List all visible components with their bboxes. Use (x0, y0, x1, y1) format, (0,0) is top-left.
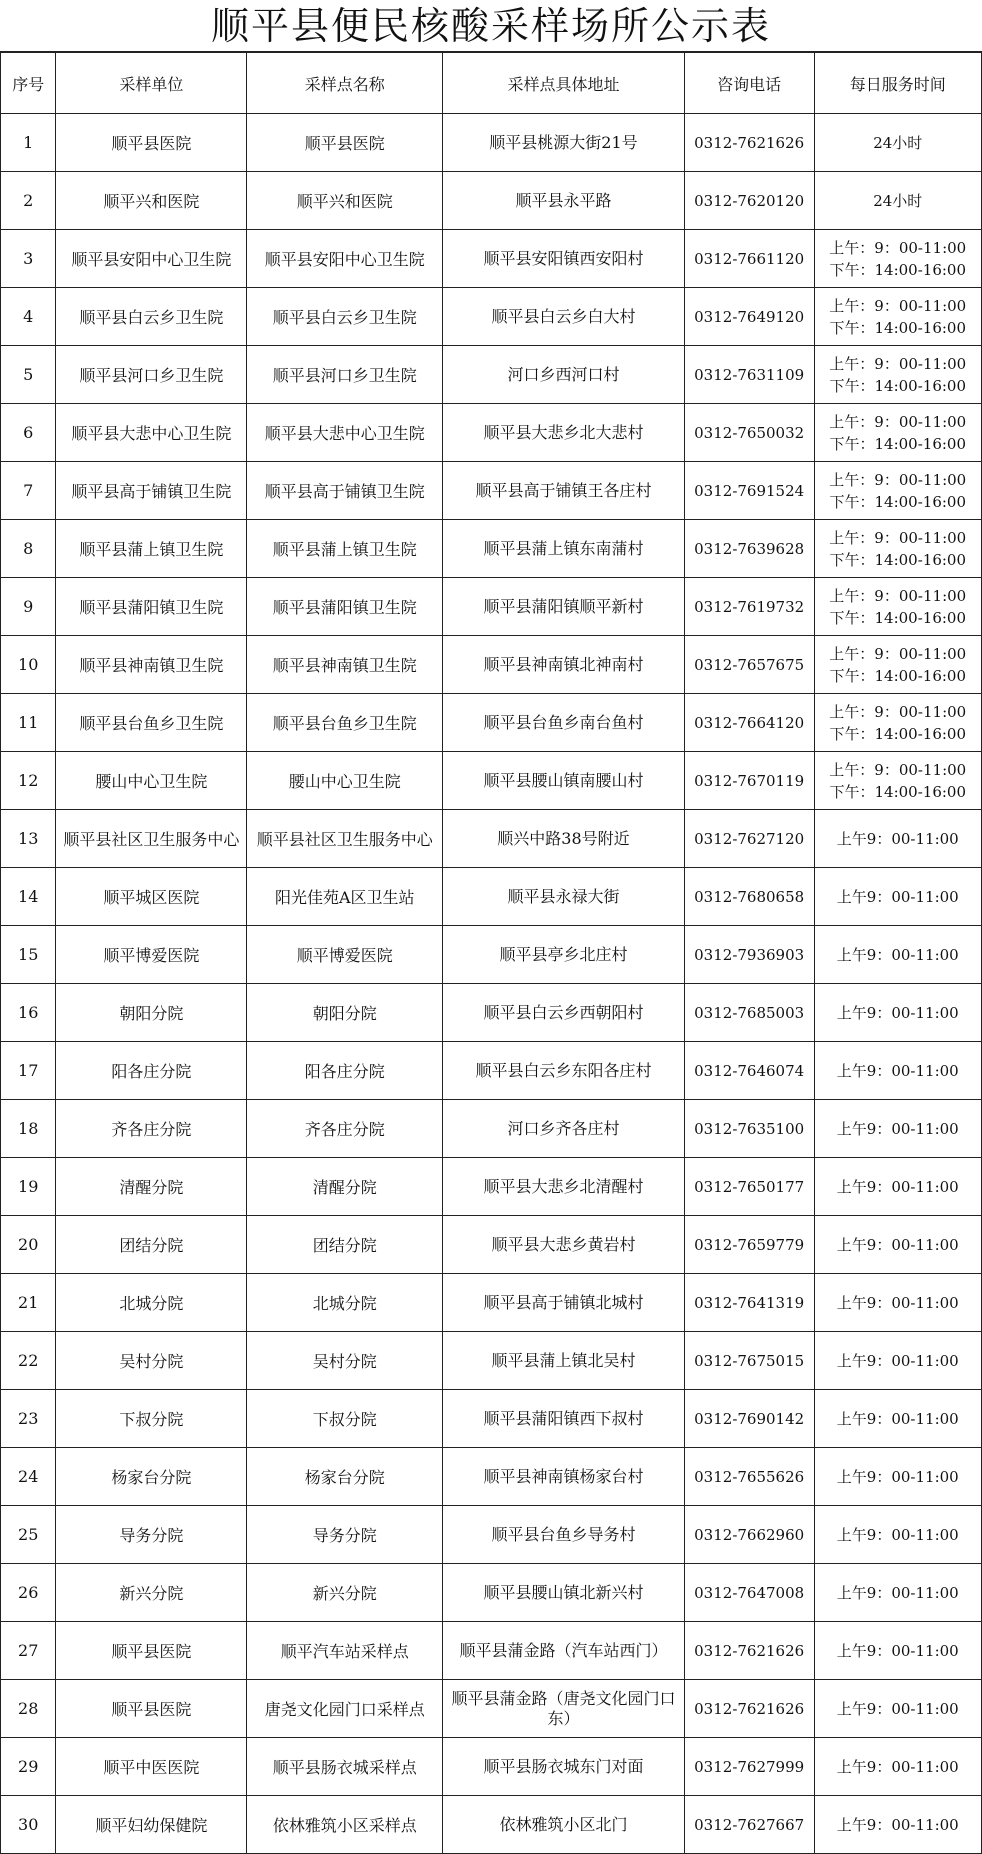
hours-line: 上午：9：00-11:00 (829, 238, 967, 257)
cell-site: 顺平县安阳中心卫生院 (247, 230, 443, 288)
table-row (1, 288, 982, 346)
hours-line: 上午9：00-11:00 (836, 1699, 959, 1718)
cell-hours (814, 114, 981, 172)
cell-address: 顺平县永禄大街 (443, 868, 685, 926)
cell-hours (814, 868, 981, 926)
cell-phone: 0312-7619732 (684, 578, 814, 636)
cell-unit: 清醒分院 (56, 1158, 247, 1216)
cell-no: 11 (1, 694, 56, 752)
table-row (1, 694, 982, 752)
cell-address: 河口乡齐各庄村 (443, 1100, 685, 1158)
cell-hours (814, 1448, 981, 1506)
cell-site: 阳光佳苑A区卫生站 (247, 868, 443, 926)
cell-address: 顺平县台鱼乡南台鱼村 (443, 694, 685, 752)
cell-address: 顺平县白云乡西朝阳村 (443, 984, 685, 1042)
cell-hours (814, 1796, 981, 1854)
cell-address: 顺平县蒲金路（唐尧文化园门口东） (443, 1680, 685, 1738)
cell-hours (814, 1506, 981, 1564)
table-row (1, 1042, 982, 1100)
table-row (1, 462, 982, 520)
cell-unit: 顺平县医院 (56, 1680, 247, 1738)
hours-line: 上午：9：00-11:00 (829, 412, 967, 431)
cell-hours (814, 462, 981, 520)
table-body (1, 114, 982, 1854)
hours-line: 下午：14:00-16:00 (829, 608, 967, 627)
cell-phone: 0312-7621626 (684, 114, 814, 172)
table-row (1, 984, 982, 1042)
cell-phone: 0312-7641319 (684, 1274, 814, 1332)
cell-address: 依林雅筑小区北门 (443, 1796, 685, 1854)
header-no: 序号 (1, 53, 56, 114)
cell-site: 顺平县白云乡卫生院 (247, 288, 443, 346)
cell-unit: 顺平城区医院 (56, 868, 247, 926)
cell-unit: 顺平中医医院 (56, 1738, 247, 1796)
cell-hours (814, 1564, 981, 1622)
table-row (1, 1448, 982, 1506)
cell-unit: 团结分院 (56, 1216, 247, 1274)
cell-unit: 新兴分院 (56, 1564, 247, 1622)
cell-unit: 顺平县白云乡卫生院 (56, 288, 247, 346)
cell-no: 4 (1, 288, 56, 346)
hours-line: 下午：14:00-16:00 (829, 318, 967, 337)
table-row (1, 346, 982, 404)
cell-unit: 顺平妇幼保健院 (56, 1796, 247, 1854)
cell-hours (814, 404, 981, 462)
hours-line: 上午：9：00-11:00 (829, 470, 967, 489)
cell-unit: 下叔分院 (56, 1390, 247, 1448)
cell-no: 14 (1, 868, 56, 926)
table-row (1, 810, 982, 868)
hours-line: 上午9：00-11:00 (836, 1119, 959, 1138)
hours-line: 上午：9：00-11:00 (829, 644, 967, 663)
header-address: 采样点具体地址 (443, 53, 685, 114)
cell-phone: 0312-7657675 (684, 636, 814, 694)
table-row (1, 1796, 982, 1854)
table-header-row (1, 53, 982, 114)
hours-line: 上午：9：00-11:00 (829, 296, 967, 315)
cell-hours (814, 1390, 981, 1448)
cell-phone: 0312-7655626 (684, 1448, 814, 1506)
cell-site: 顺平县高于铺镇卫生院 (247, 462, 443, 520)
table-row (1, 114, 982, 172)
table-row (1, 1622, 982, 1680)
cell-unit: 顺平县河口乡卫生院 (56, 346, 247, 404)
cell-no: 29 (1, 1738, 56, 1796)
cell-address: 顺平县蒲上镇北吴村 (443, 1332, 685, 1390)
hours-line: 下午：14:00-16:00 (829, 724, 967, 743)
table-row (1, 1100, 982, 1158)
hours-line: 上午9：00-11:00 (836, 1003, 959, 1022)
cell-hours (814, 1158, 981, 1216)
cell-site: 导务分院 (247, 1506, 443, 1564)
hours-line: 下午：14:00-16:00 (829, 666, 967, 685)
hours-line: 上午：9：00-11:00 (829, 354, 967, 373)
cell-address: 顺平县腰山镇北新兴村 (443, 1564, 685, 1622)
cell-phone: 0312-7680658 (684, 868, 814, 926)
cell-site: 顺平县神南镇卫生院 (247, 636, 443, 694)
hours-line: 24小时 (873, 191, 923, 210)
hours-line: 上午9：00-11:00 (836, 1235, 959, 1254)
cell-phone: 0312-7936903 (684, 926, 814, 984)
cell-no: 28 (1, 1680, 56, 1738)
hours-line: 上午9：00-11:00 (836, 1525, 959, 1544)
cell-hours (814, 1274, 981, 1332)
hours-line: 上午9：00-11:00 (836, 1815, 959, 1834)
cell-no: 9 (1, 578, 56, 636)
hours-line: 上午9：00-11:00 (836, 1293, 959, 1312)
hours-line: 上午9：00-11:00 (836, 887, 959, 906)
cell-hours (814, 926, 981, 984)
cell-address: 顺平县蒲阳镇顺平新村 (443, 578, 685, 636)
hours-line: 上午9：00-11:00 (836, 1061, 959, 1080)
cell-unit: 顺平县高于铺镇卫生院 (56, 462, 247, 520)
cell-no: 27 (1, 1622, 56, 1680)
cell-phone: 0312-7662960 (684, 1506, 814, 1564)
cell-site: 唐尧文化园门口采样点 (247, 1680, 443, 1738)
cell-address: 顺平县大悲乡黄岩村 (443, 1216, 685, 1274)
cell-site: 顺平县大悲中心卫生院 (247, 404, 443, 462)
hours-line: 上午：9：00-11:00 (829, 528, 967, 547)
cell-hours (814, 288, 981, 346)
cell-unit: 阳各庄分院 (56, 1042, 247, 1100)
table-row (1, 868, 982, 926)
table-row (1, 1390, 982, 1448)
header-unit: 采样单位 (56, 53, 247, 114)
table-row (1, 1680, 982, 1738)
cell-phone: 0312-7647008 (684, 1564, 814, 1622)
cell-phone: 0312-7627667 (684, 1796, 814, 1854)
cell-address: 河口乡西河口村 (443, 346, 685, 404)
cell-phone: 0312-7635100 (684, 1100, 814, 1158)
hours-line: 上午9：00-11:00 (836, 1409, 959, 1428)
cell-no: 2 (1, 172, 56, 230)
cell-hours (814, 1100, 981, 1158)
cell-unit: 顺平县蒲阳镇卫生院 (56, 578, 247, 636)
cell-address: 顺平县大悲乡北清醒村 (443, 1158, 685, 1216)
cell-no: 13 (1, 810, 56, 868)
cell-site: 清醒分院 (247, 1158, 443, 1216)
cell-phone: 0312-7631109 (684, 346, 814, 404)
cell-unit: 顺平县大悲中心卫生院 (56, 404, 247, 462)
cell-hours (814, 1042, 981, 1100)
cell-phone: 0312-7691524 (684, 462, 814, 520)
hours-line: 上午9：00-11:00 (836, 945, 959, 964)
hours-line: 下午：14:00-16:00 (829, 782, 967, 801)
cell-no: 26 (1, 1564, 56, 1622)
cell-unit: 顺平县医院 (56, 1622, 247, 1680)
cell-no: 3 (1, 230, 56, 288)
cell-site: 顺平县蒲上镇卫生院 (247, 520, 443, 578)
cell-address: 顺平县亭乡北庄村 (443, 926, 685, 984)
hours-line: 上午9：00-11:00 (836, 1583, 959, 1602)
cell-hours (814, 1680, 981, 1738)
cell-phone: 0312-7664120 (684, 694, 814, 752)
cell-unit: 齐各庄分院 (56, 1100, 247, 1158)
cell-unit: 腰山中心卫生院 (56, 752, 247, 810)
hours-line: 上午9：00-11:00 (836, 1467, 959, 1486)
cell-no: 10 (1, 636, 56, 694)
cell-hours (814, 230, 981, 288)
hours-line: 上午：9：00-11:00 (829, 586, 967, 605)
cell-unit: 顺平县蒲上镇卫生院 (56, 520, 247, 578)
cell-phone: 0312-7661120 (684, 230, 814, 288)
cell-no: 7 (1, 462, 56, 520)
cell-unit: 导务分院 (56, 1506, 247, 1564)
cell-site: 依林雅筑小区采样点 (247, 1796, 443, 1854)
cell-hours (814, 1738, 981, 1796)
cell-phone: 0312-7621626 (684, 1622, 814, 1680)
table-row (1, 404, 982, 462)
table-row (1, 1738, 982, 1796)
cell-hours (814, 984, 981, 1042)
cell-phone: 0312-7646074 (684, 1042, 814, 1100)
cell-phone: 0312-7675015 (684, 1332, 814, 1390)
cell-site: 顺平汽车站采样点 (247, 1622, 443, 1680)
cell-hours (814, 346, 981, 404)
table-row (1, 1216, 982, 1274)
cell-site: 顺平县肠衣城采样点 (247, 1738, 443, 1796)
cell-hours (814, 1216, 981, 1274)
cell-address: 顺平县白云乡白大村 (443, 288, 685, 346)
cell-unit: 顺平兴和医院 (56, 172, 247, 230)
table-row (1, 172, 982, 230)
cell-address: 顺平县神南镇杨家台村 (443, 1448, 685, 1506)
hours-line: 上午：9：00-11:00 (829, 702, 967, 721)
cell-site: 齐各庄分院 (247, 1100, 443, 1158)
hours-line: 上午9：00-11:00 (836, 1177, 959, 1196)
cell-no: 5 (1, 346, 56, 404)
cell-site: 顺平县台鱼乡卫生院 (247, 694, 443, 752)
cell-no: 24 (1, 1448, 56, 1506)
table-row (1, 230, 982, 288)
hours-line: 下午：14:00-16:00 (829, 550, 967, 569)
table-row (1, 752, 982, 810)
cell-no: 20 (1, 1216, 56, 1274)
sampling-sites-table (0, 52, 982, 1854)
cell-phone: 0312-7659779 (684, 1216, 814, 1274)
cell-unit: 朝阳分院 (56, 984, 247, 1042)
hours-line: 下午：14:00-16:00 (829, 492, 967, 511)
table-row (1, 1274, 982, 1332)
cell-no: 1 (1, 114, 56, 172)
cell-site: 顺平博爱医院 (247, 926, 443, 984)
cell-phone: 0312-7649120 (684, 288, 814, 346)
cell-site: 顺平兴和医院 (247, 172, 443, 230)
cell-hours (814, 752, 981, 810)
cell-site: 下叔分院 (247, 1390, 443, 1448)
cell-site: 顺平县医院 (247, 114, 443, 172)
cell-address: 顺平县神南镇北神南村 (443, 636, 685, 694)
cell-hours (814, 1622, 981, 1680)
cell-site: 阳各庄分院 (247, 1042, 443, 1100)
cell-hours (814, 172, 981, 230)
cell-hours (814, 578, 981, 636)
cell-phone: 0312-7639628 (684, 520, 814, 578)
cell-no: 12 (1, 752, 56, 810)
cell-phone: 0312-7650177 (684, 1158, 814, 1216)
cell-no: 25 (1, 1506, 56, 1564)
cell-no: 15 (1, 926, 56, 984)
header-hours: 每日服务时间 (814, 53, 981, 114)
cell-no: 17 (1, 1042, 56, 1100)
cell-no: 19 (1, 1158, 56, 1216)
hours-line: 上午：9：00-11:00 (829, 760, 967, 779)
table-row (1, 636, 982, 694)
hours-line: 下午：14:00-16:00 (829, 434, 967, 453)
header-site: 采样点名称 (247, 53, 443, 114)
hours-line: 上午9：00-11:00 (836, 1351, 959, 1370)
cell-site: 朝阳分院 (247, 984, 443, 1042)
cell-unit: 吴村分院 (56, 1332, 247, 1390)
cell-unit: 杨家台分院 (56, 1448, 247, 1506)
hours-line: 下午：14:00-16:00 (829, 376, 967, 395)
hours-line: 上午9：00-11:00 (836, 1757, 959, 1776)
cell-phone: 0312-7627999 (684, 1738, 814, 1796)
cell-address: 顺平县蒲上镇东南蒲村 (443, 520, 685, 578)
cell-address: 顺平县腰山镇南腰山村 (443, 752, 685, 810)
cell-address: 顺兴中路38号附近 (443, 810, 685, 868)
cell-no: 18 (1, 1100, 56, 1158)
hours-line: 下午：14:00-16:00 (829, 260, 967, 279)
cell-site: 吴村分院 (247, 1332, 443, 1390)
cell-hours (814, 810, 981, 868)
cell-phone: 0312-7670119 (684, 752, 814, 810)
cell-site: 团结分院 (247, 1216, 443, 1274)
cell-phone: 0312-7650032 (684, 404, 814, 462)
cell-no: 23 (1, 1390, 56, 1448)
cell-unit: 顺平博爱医院 (56, 926, 247, 984)
cell-address: 顺平县高于铺镇王各庄村 (443, 462, 685, 520)
cell-address: 顺平县台鱼乡导务村 (443, 1506, 685, 1564)
hours-line: 上午9：00-11:00 (836, 1641, 959, 1660)
cell-address: 顺平县大悲乡北大悲村 (443, 404, 685, 462)
cell-phone: 0312-7620120 (684, 172, 814, 230)
cell-phone: 0312-7621626 (684, 1680, 814, 1738)
header-phone: 咨询电话 (684, 53, 814, 114)
cell-address: 顺平县白云乡东阳各庄村 (443, 1042, 685, 1100)
table-row (1, 520, 982, 578)
cell-address: 顺平县桃源大街21号 (443, 114, 685, 172)
table-row (1, 926, 982, 984)
cell-site: 顺平县河口乡卫生院 (247, 346, 443, 404)
cell-no: 30 (1, 1796, 56, 1854)
cell-unit: 顺平县社区卫生服务中心 (56, 810, 247, 868)
cell-site: 顺平县社区卫生服务中心 (247, 810, 443, 868)
cell-site: 新兴分院 (247, 1564, 443, 1622)
cell-site: 北城分院 (247, 1274, 443, 1332)
cell-hours (814, 520, 981, 578)
cell-unit: 顺平县台鱼乡卫生院 (56, 694, 247, 752)
cell-phone: 0312-7690142 (684, 1390, 814, 1448)
table-row (1, 578, 982, 636)
cell-address: 顺平县蒲阳镇西下叔村 (443, 1390, 685, 1448)
table-row (1, 1506, 982, 1564)
cell-address: 顺平县永平路 (443, 172, 685, 230)
cell-no: 8 (1, 520, 56, 578)
cell-no: 6 (1, 404, 56, 462)
cell-site: 腰山中心卫生院 (247, 752, 443, 810)
cell-address: 顺平县高于铺镇北城村 (443, 1274, 685, 1332)
cell-hours (814, 1332, 981, 1390)
cell-unit: 顺平县医院 (56, 114, 247, 172)
table-row (1, 1332, 982, 1390)
cell-unit: 顺平县安阳中心卫生院 (56, 230, 247, 288)
cell-site: 杨家台分院 (247, 1448, 443, 1506)
cell-phone: 0312-7627120 (684, 810, 814, 868)
cell-address: 顺平县蒲金路（汽车站西门） (443, 1622, 685, 1680)
cell-site: 顺平县蒲阳镇卫生院 (247, 578, 443, 636)
hours-line: 24小时 (873, 133, 923, 152)
cell-no: 21 (1, 1274, 56, 1332)
table-row (1, 1158, 982, 1216)
cell-phone: 0312-7685003 (684, 984, 814, 1042)
cell-hours (814, 636, 981, 694)
cell-address: 顺平县肠衣城东门对面 (443, 1738, 685, 1796)
page-title: 顺平县便民核酸采样场所公示表 (0, 0, 982, 52)
table-row (1, 1564, 982, 1622)
cell-no: 16 (1, 984, 56, 1042)
cell-hours (814, 694, 981, 752)
cell-address: 顺平县安阳镇西安阳村 (443, 230, 685, 288)
cell-unit: 北城分院 (56, 1274, 247, 1332)
hours-line: 上午9：00-11:00 (836, 829, 959, 848)
cell-no: 22 (1, 1332, 56, 1390)
cell-unit: 顺平县神南镇卫生院 (56, 636, 247, 694)
